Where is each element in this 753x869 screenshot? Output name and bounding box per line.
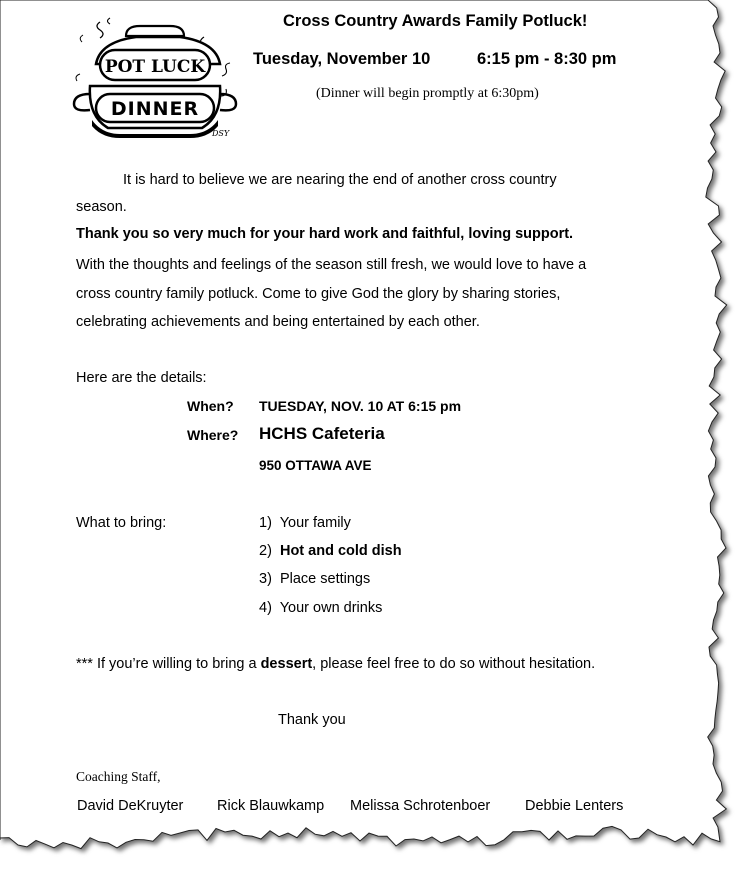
list-item-number: 1) xyxy=(259,515,272,531)
list-item xyxy=(259,600,382,616)
list-item-text: Your own drinks xyxy=(279,600,383,616)
when-label: When? xyxy=(187,398,234,414)
list-item-number: 4) xyxy=(259,600,272,616)
event-title: Cross Country Awards Family Potluck! xyxy=(283,12,588,30)
paragraph-line-1: With the thoughts and feelings of the season still fresh, we would love to have a xyxy=(76,257,587,273)
thank-you-statement: Thank you so very much for your hard work and faithful, loving support. xyxy=(76,226,574,242)
dessert-note-suffix: , please feel free to do so without hesitation. xyxy=(312,656,596,672)
event-date: Tuesday, November 10 xyxy=(253,50,431,68)
svg-text:DSY: DSY xyxy=(212,129,230,138)
list-item-text: Place settings xyxy=(279,571,371,587)
coach-name: Debbie Lenters xyxy=(525,798,624,814)
dessert-note xyxy=(76,656,595,672)
where-label: Where? xyxy=(187,427,239,443)
potluck-pot-icon xyxy=(70,14,240,139)
coach-name: Rick Blauwkamp xyxy=(217,798,325,814)
coach-name: David DeKruyter xyxy=(77,798,184,814)
thank-you-closing: Thank you xyxy=(278,712,346,728)
svg-text:POT LUCK: POT LUCK xyxy=(104,57,206,77)
address: 950 OTTAWA AVE xyxy=(259,458,372,473)
intro-line-2: season. xyxy=(76,199,127,215)
paragraph-line-3: celebrating achievements and being entertained by each other. xyxy=(76,314,480,330)
signoff: Coaching Staff, xyxy=(76,769,161,784)
list-item xyxy=(259,571,370,587)
list-item-text: Your family xyxy=(279,515,351,531)
bring-label: What to bring: xyxy=(76,515,167,531)
details-intro: Here are the details: xyxy=(76,370,207,386)
list-item-number: 2) xyxy=(259,543,272,559)
dessert-note-prefix: *** If you’re willing to bring a xyxy=(76,656,261,672)
when-value: TUESDAY, NOV. 10 AT 6:15 pm xyxy=(259,398,462,414)
list-item-number: 3) xyxy=(259,571,272,587)
list-item xyxy=(259,543,402,559)
coach-name: Melissa Schrotenboer xyxy=(350,798,491,814)
event-time: 6:15 pm - 8:30 pm xyxy=(477,50,617,68)
dinner-note: (Dinner will begin promptly at 6:30pm) xyxy=(316,86,539,101)
paragraph-line-2: cross country family potluck. Come to give God the glory by sharing stories, xyxy=(76,286,561,302)
list-item xyxy=(259,515,351,531)
dessert-word: dessert xyxy=(260,656,313,672)
svg-text:DINNER: DINNER xyxy=(110,98,200,120)
intro-line-1: It is hard to believe we are nearing the end of another cross country xyxy=(123,172,557,188)
list-item-text: Hot and cold dish xyxy=(279,543,402,559)
where-value: HCHS Cafeteria xyxy=(259,424,385,443)
